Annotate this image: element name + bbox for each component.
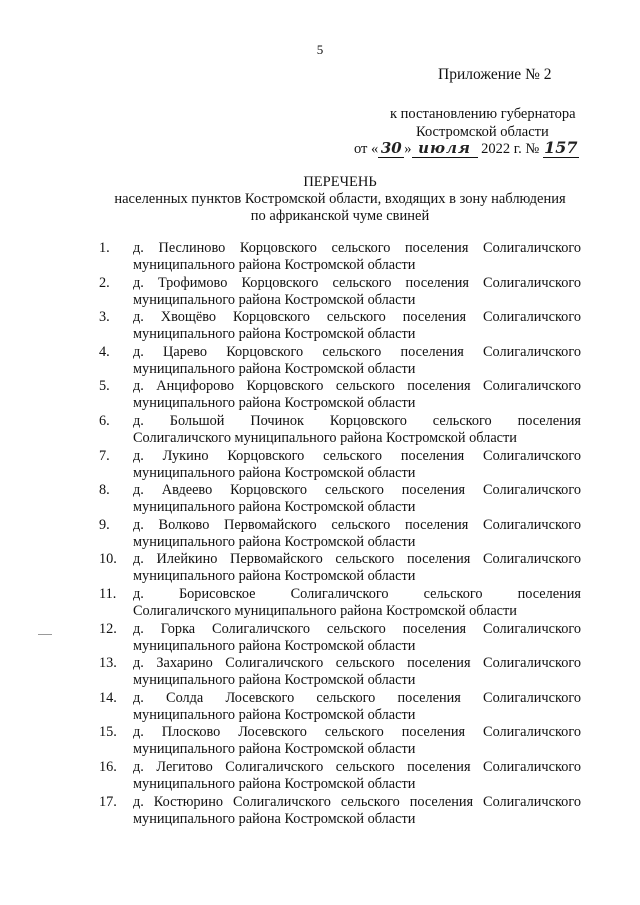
list-item (0, 517, 640, 552)
list-item-line-2: муниципального района Костромской области (133, 568, 416, 585)
list-item-number: 16. (99, 758, 117, 775)
list-item-number: 3. (99, 309, 110, 326)
list-item-number: 12. (99, 620, 117, 637)
list-item-line-1: д. Волково Первомайского сельского поселения Солигаличского (133, 516, 581, 533)
list-item-line-2: Солигаличского муниципального района Костромской области (133, 429, 517, 446)
list-item-line-2: муниципального района Костромской области (133, 706, 416, 723)
list-item-text (133, 344, 581, 378)
margin-mark (38, 634, 52, 635)
date-quote-close: » (404, 141, 412, 157)
list-item (0, 586, 640, 621)
list-item-line-1: д. Анцифорово Корцовского сельского поселения Солигаличского (133, 378, 581, 395)
list-item (0, 413, 640, 448)
list-item-number: 2. (99, 274, 110, 291)
list-item-line-2: муниципального района Костромской области (133, 637, 416, 654)
list-item-line-2: Солигаличского муниципального района Костромской области (133, 602, 517, 619)
title-heading: ПЕРЕЧЕНЬ (303, 174, 377, 190)
list-item-text (133, 378, 581, 412)
list-item-line-2: муниципального района Костромской области (133, 672, 416, 689)
list-item-line-2: муниципального района Костромской области (133, 533, 416, 550)
settlement-list (0, 240, 640, 828)
list-item (0, 724, 640, 759)
list-item-number: 14. (99, 689, 117, 706)
list-item-line-1: д. Горка Солигаличского сельского поселения Солигаличского (133, 620, 581, 637)
list-item-number: 15. (99, 724, 117, 741)
list-item-line-1: д. Авдеево Корцовского сельского поселения Солигаличского (133, 482, 581, 499)
list-item-number: 4. (99, 343, 110, 360)
list-item-line-2: муниципального района Костромской области (133, 810, 416, 827)
list-item-line-1: д. Большой Починок Корцовского сельского поселения (133, 412, 581, 429)
list-item-line-1: д. Трофимово Корцовского сельского поселения Солигаличского (133, 274, 581, 291)
list-item-text (133, 551, 581, 585)
list-item-text (133, 724, 581, 758)
list-item-text (133, 759, 581, 793)
list-item-text (133, 482, 581, 516)
list-item-number: 10. (99, 551, 117, 568)
list-item-text (133, 309, 581, 343)
list-item-line-1: д. Борисовское Солигаличского сельского поселения (133, 585, 581, 602)
list-item-line-2: муниципального района Костромской области (133, 741, 416, 758)
list-item-line-2: муниципального района Костромской области (133, 326, 416, 343)
list-item-line-1: д. Легитово Солигаличского сельского поселения Солигаличского (133, 758, 581, 775)
list-item-line-2: муниципального района Костромской области (133, 395, 416, 412)
list-item-number: 5. (99, 378, 110, 395)
list-item-text (133, 690, 581, 724)
list-item (0, 378, 640, 413)
list-item (0, 759, 640, 794)
list-item (0, 275, 640, 310)
list-item-number: 17. (99, 793, 117, 810)
list-item (0, 448, 640, 483)
title-line-2: по африканской чуме свиней (250, 208, 430, 224)
title-line-1: населенных пунктов Костромской области, входящих в зону наблюдения (114, 191, 566, 207)
list-item (0, 621, 640, 656)
list-item-text (133, 240, 581, 274)
list-item (0, 240, 640, 275)
list-item-text (133, 655, 581, 689)
list-item-number: 9. (99, 516, 110, 533)
list-item-number: 8. (99, 482, 110, 499)
list-item-text (133, 275, 581, 309)
list-item (0, 344, 640, 379)
resolution-line-2: Костромской области (416, 124, 549, 140)
list-item-line-2: муниципального района Костромской области (133, 291, 416, 308)
document-title (40, 174, 640, 225)
date-line (354, 138, 579, 158)
resolution-reference (390, 105, 576, 141)
list-item (0, 551, 640, 586)
date-year-and-number-label: 2022 г. № (481, 141, 540, 157)
handwritten-number: 157 (544, 138, 578, 157)
list-item-text (133, 794, 581, 828)
list-item-line-1: д. Песлиново Корцовского сельского поселения Солигаличского (133, 240, 581, 256)
handwritten-month: июля (412, 139, 478, 158)
list-item-text (133, 448, 581, 482)
list-item-line-1: д. Захарино Солигаличского сельского поселения Солигаличского (133, 655, 581, 672)
list-item (0, 794, 640, 829)
list-item-line-1: д. Хвощёво Корцовского сельского поселения Солигаличского (133, 309, 581, 326)
list-item-number: 11. (99, 585, 117, 602)
list-item-line-1: д. Солда Лосевского сельского поселения Солигаличского (133, 689, 581, 706)
list-item (0, 655, 640, 690)
list-item-number: 7. (99, 447, 110, 464)
list-item-line-1: д. Плосково Лосевского сельского поселения Солигаличского (133, 724, 581, 741)
list-item-line-1: д. Лукино Корцовского сельского поселения Солигаличского (133, 447, 581, 464)
date-prefix: от « (354, 141, 379, 157)
list-item-line-1: д. Костюрино Солигаличского сельского поселения Солигаличского (133, 793, 581, 810)
list-item-line-1: д. Царево Корцовского сельского поселения Солигаличского (133, 343, 581, 360)
list-item-text (133, 621, 581, 655)
list-item-text (133, 413, 581, 447)
list-item (0, 482, 640, 517)
list-item (0, 309, 640, 344)
list-item-line-2: муниципального района Костромской области (133, 360, 416, 377)
page-number: 5 (316, 42, 324, 57)
list-item-number: 6. (99, 412, 110, 429)
list-item-line-2: муниципального района Костромской области (133, 464, 416, 481)
list-item-number: 13. (99, 655, 117, 672)
list-item (0, 690, 640, 725)
handwritten-day: 30 (378, 139, 404, 158)
list-item-number: 1. (99, 240, 110, 256)
list-item-line-1: д. Илейкино Первомайского сельского поселения Солигаличского (133, 551, 581, 568)
appendix-label: Приложение № 2 (438, 66, 552, 83)
list-item-line-2: муниципального района Костромской области (133, 257, 416, 273)
list-item-text (133, 517, 581, 551)
list-item-line-2: муниципального района Костромской области (133, 499, 416, 516)
resolution-line-1: к постановлению губернатора (390, 106, 576, 122)
list-item-text (133, 586, 581, 620)
list-item-line-2: муниципального района Костромской области (133, 775, 416, 792)
